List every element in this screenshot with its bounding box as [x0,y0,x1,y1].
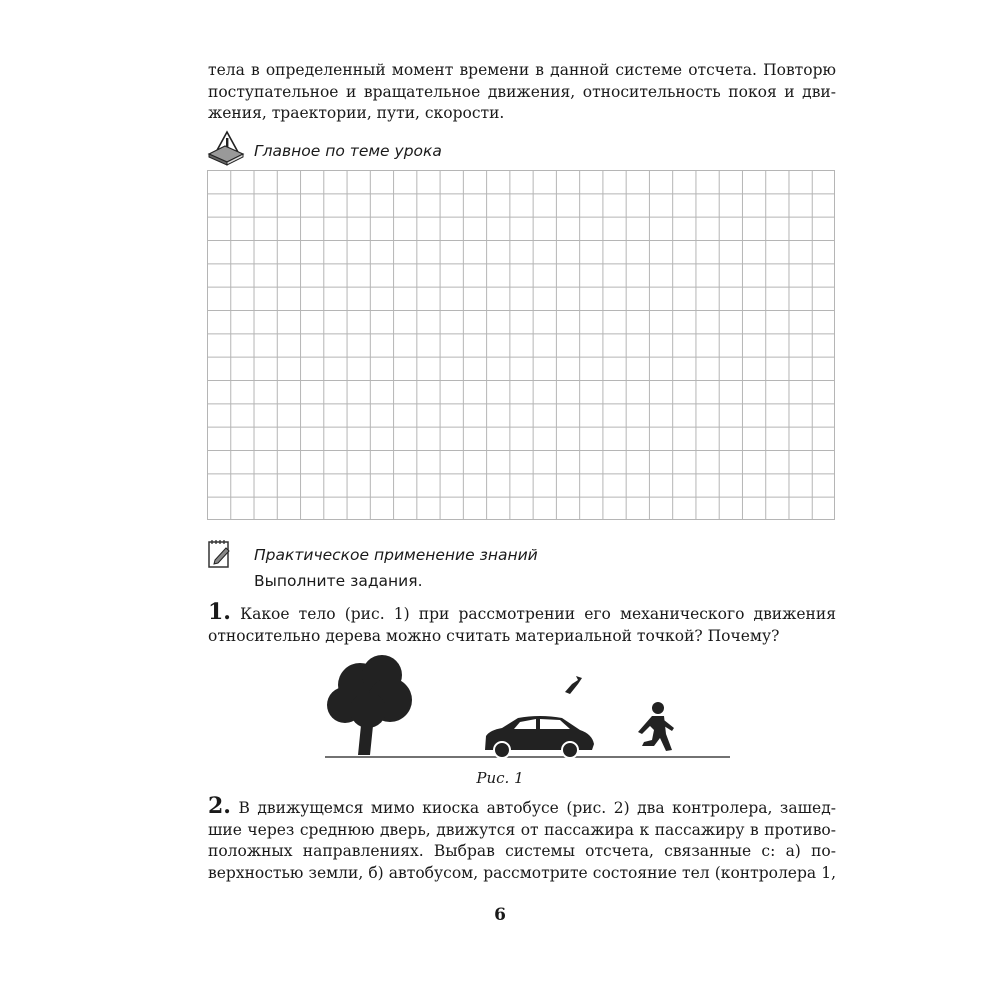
task-1-line-2: относительно дерева можно считать материальной точкой? Почему? [208,626,780,645]
answer-grid[interactable] [207,170,835,520]
task-1-number: 1. [208,599,231,625]
task-1-line-1 [208,599,836,626]
task-2 [208,793,836,884]
intro-line-1: тела в определенный момент времени в данной системе отсчета. Повторю [208,61,836,79]
intro-line-2: поступательное и вращательное движения, относительность покоя и дви- [208,82,836,101]
runner-icon [638,702,674,751]
task-2-line-2: шие через среднюю дверь, движутся от пассажира к пассажиру в противо- [208,820,836,839]
task-2-line-1 [208,793,836,820]
practice-section-heading: Практическое применение знаний [254,546,538,564]
car-icon [485,716,594,758]
task-2-line-4: верхностью земли, б) автобусом, рассмотрите состояние тел (контролера 1, [208,863,836,882]
main-section-heading: Главное по теме урока [254,142,442,160]
tree-icon [327,655,412,755]
figure-1 [320,650,740,765]
task-2-line-3: положных направлениях. Выбрав системы отсчета, связанные с: а) по- [208,842,836,860]
intro-paragraph [208,60,836,125]
page-number: 6 [494,905,506,925]
task-1-text-1: Какое тело (рис. 1) при рассмотрении его механического движения [240,605,836,623]
figure-1-caption: Рис. 1 [476,769,524,787]
bird-icon [565,676,582,694]
book-warning-icon [207,130,245,166]
practice-instruction: Выполните задания. [254,572,423,590]
task-2-text-1: В движущемся мимо киоска автобусе (рис. 2) два контролера, зашед- [238,799,836,817]
task-1 [208,599,836,647]
intro-line-3: жения, траектории, пути, скорости. [208,104,505,122]
notepad-pencil-icon [207,538,233,570]
task-2-number: 2. [208,793,231,819]
